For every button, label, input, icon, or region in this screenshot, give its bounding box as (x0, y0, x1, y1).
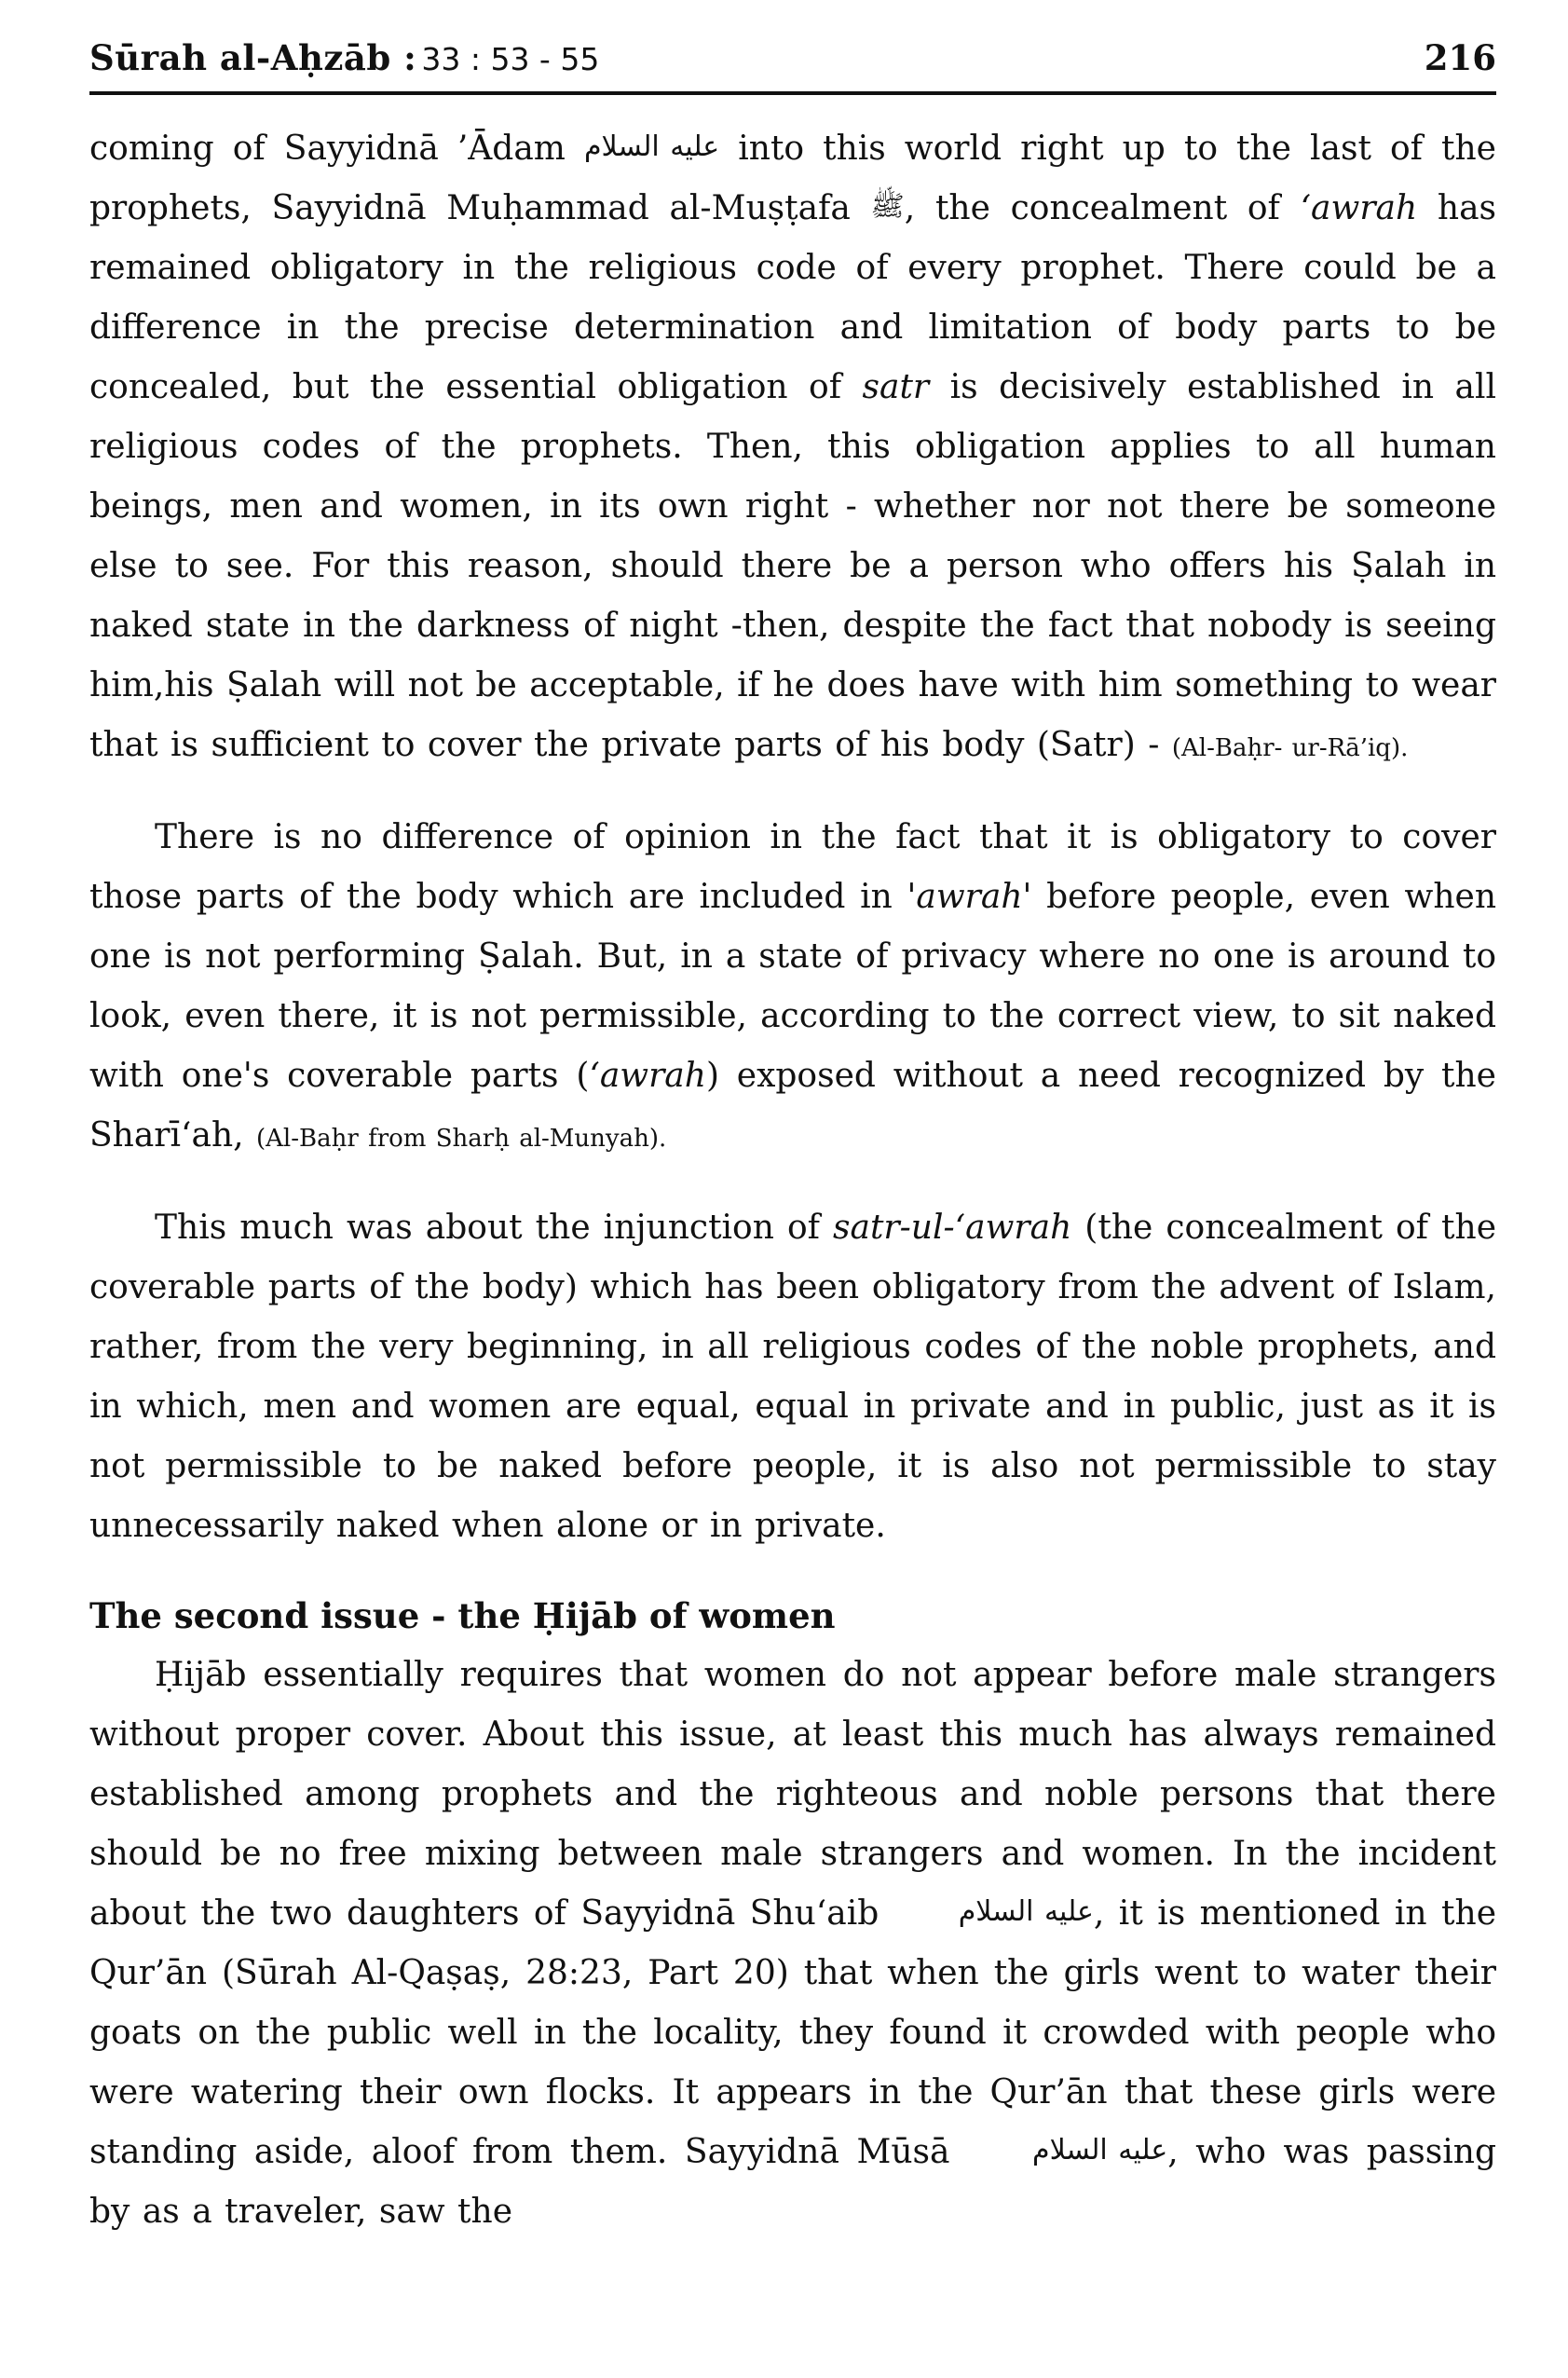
text-run: (the concealment of the coverable parts of the body) which has been obligatory from the advent of Islam, rather, from the very beginning, in all religious codes of the noble prophets, and in which, men and women are equal, equal in private and in public, just as it is not permissible to be naked before people, it is also not permissible to stay unnecessarily naked when alone or in private. (89, 1209, 1496, 1545)
alaihissalam-honorific-icon: عليه السلام (583, 130, 720, 163)
text-run: , the concealment of (904, 189, 1301, 227)
paragraph-3 (89, 1198, 1496, 1556)
paragraph-2 (89, 808, 1496, 1168)
verse-range: 33 : 53 - 55 (421, 41, 600, 77)
page-number: 216 (1424, 37, 1496, 78)
alaihissalam-honorific-icon: عليه السلام (958, 1895, 1094, 1928)
text-run: ' before people, even when one is not performing Ṣalah. But, in a state of privacy where no one is around to look, even there, it is not permissible, according to the correct view, to sit naked with one's coverable parts ( (89, 878, 1497, 1095)
italic-term: awrah (916, 878, 1023, 916)
italic-term: ‘awrah (1300, 189, 1418, 227)
text-run: coming of Sayyidnā ’Ādam (89, 130, 584, 168)
source-citation: (Al-Baḥr- ur-Rā’iq). (1171, 734, 1409, 762)
text-run: There is no difference of opinion in the fact that it is obligatory to cover those parts of the body which are included in ' (89, 818, 1496, 916)
italic-term: ‘awrah (589, 1057, 706, 1095)
text-run: has remained obligatory in the religious code of every prophet. There could be a difference in the precise determination and limitation of body parts to be concealed, but the essential obligation of (89, 189, 1497, 406)
text-run: , it is mentioned in the Qur’ān (Sūrah Al-Qaṣaṣ, 28:23, Part 20) that when the girls went to water their goats on the public well in the locality, they found it crowded with people who were watering their own flocks. It appears in the Qur’ān that these girls were standing aside, aloof from them. Sayyidnā Mūsā (89, 1894, 1496, 2171)
surah-reference (89, 37, 599, 78)
paragraph-4 (89, 1646, 1496, 2242)
italic-term: satr (862, 368, 930, 406)
book-page (89, 37, 1496, 2242)
text-run: ) exposed without a need recognized by the Sharī‘ah, (89, 1057, 1496, 1155)
italic-term: satr-ul-‘awrah (833, 1209, 1072, 1247)
running-header (89, 37, 1496, 95)
alaihissalam-honorific-icon: عليه السلام (1032, 2134, 1168, 2166)
surah-title: Sūrah al-Aḥzāb : (89, 37, 417, 78)
paragraph-1 (89, 119, 1496, 778)
text-run: Ḥijāb essentially requires that women do not appear before male strangers without proper cover. About this issue, at least this much has always remained established among prophets and the righteous and noble persons that there should be no free mixing between male strangers and women. In the incident about the two daughters of Sayyidnā Shu‘aib (89, 1656, 1496, 1933)
section-heading: The second issue - the Ḥijāb of women (89, 1595, 836, 1636)
main-text (89, 119, 1496, 2242)
text-run: into this world right up to the last of the prophets, Sayyidnā Muḥammad al-Muṣṭafa (89, 130, 1496, 227)
text-run: is decisively established in all religious codes of the prophets. Then, this obligation applies to all human beings, men and women, in its own right - whether nor not there be someone else to see. For this reason, should there be a person who offers his Ṣalah in naked state in the darkness of night -then, despite the fact that nobody is seeing him,his Ṣalah will not be acceptable, if he does have with him something to wear that is sufficient to cover the private parts of his body (Satr) - (89, 368, 1496, 764)
text-run: , who was passing by as a traveler, saw the (89, 2133, 1497, 2231)
text-run: This much was about the injunction of (155, 1209, 834, 1247)
salawat-honorific-icon: ﷺ (870, 190, 905, 223)
source-citation: (Al-Baḥr from Sharḥ al-Munyah). (256, 1125, 667, 1153)
